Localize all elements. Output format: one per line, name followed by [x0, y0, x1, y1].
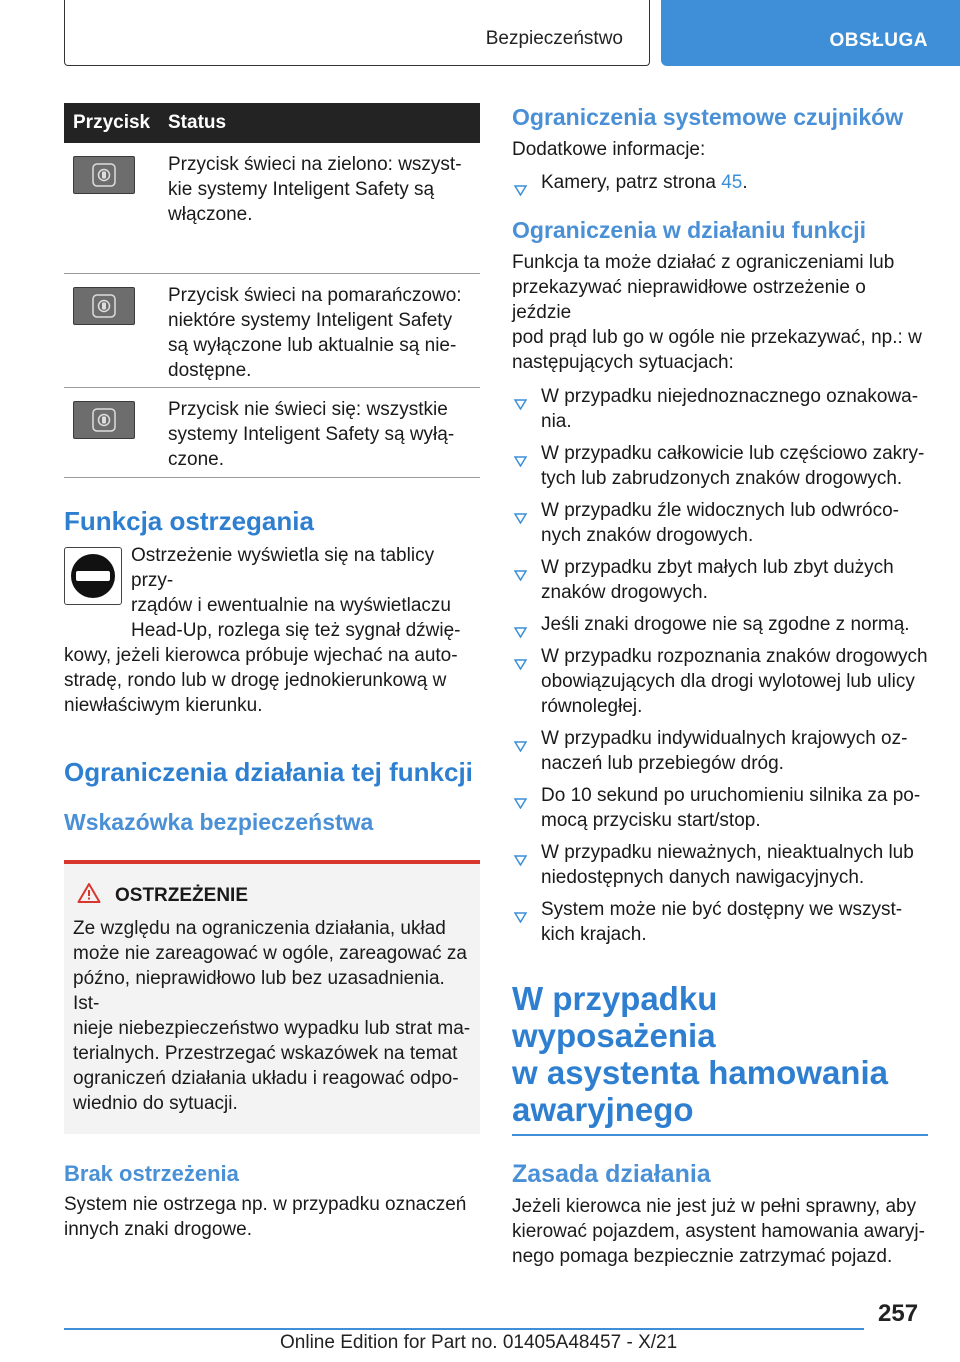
paragraph-line: kierować pojazdem, asystent hamowania awaryj-	[512, 1221, 925, 1242]
subsection-title-no-warning: Brak ostrzeżenia	[64, 1161, 239, 1186]
footer-edition: Online Edition for Part no. 01405A48457 - X/21	[280, 1332, 678, 1353]
subsection-title-safety: Wskazówka bezpieczeństwa	[64, 809, 374, 835]
bullet-triangle-icon	[514, 392, 527, 417]
list-item-line: Do 10 sekund po uruchomieniu silnika za po-	[541, 785, 921, 806]
bullet-triangle-icon	[514, 848, 527, 873]
table-row	[64, 388, 480, 478]
paragraph-line: przekazywać nieprawidłowe ostrzeżenie o jeździe	[512, 277, 866, 323]
status-line: czone.	[168, 449, 224, 470]
table-row	[64, 274, 480, 388]
bullet-triangle-icon	[514, 178, 527, 203]
warning-line: Ze względu na ograniczenia działania, układ	[73, 918, 446, 939]
warning-line: wiednio do sytuacji.	[73, 1093, 238, 1114]
paragraph-line: pod prąd lub go w ogóle nie przekazywać, np.: w	[512, 327, 922, 348]
header-section-title: Bezpieczeństwo	[485, 28, 623, 49]
table-header-button: Przycisk	[73, 112, 151, 133]
list-item-line: W przypadku rozpoznania znaków drogowych	[541, 646, 928, 667]
list-item	[512, 555, 928, 605]
no-entry-icon	[64, 547, 122, 605]
chapter-title-line: awaryjnego	[512, 1091, 694, 1128]
warning-line: nieje niebezpieczeństwo wypadku lub strat ma-	[73, 1018, 471, 1039]
section-title-warning-function: Funkcja ostrzegania	[64, 506, 314, 536]
left-column	[64, 103, 480, 1242]
list-item-line: obowiązujących dla drogi wylotowej lub ulicy	[541, 671, 915, 692]
status-line: dostępne.	[168, 360, 252, 381]
list-item-line: nych znaków drogowych.	[541, 525, 754, 546]
table-header	[64, 103, 480, 143]
warning-box	[64, 860, 480, 1134]
bullet-triangle-icon	[514, 791, 527, 816]
list-item-line: W przypadku źle widocznych lub odwróco-	[541, 500, 899, 521]
paragraph-line: Funkcja ta może działać z ograniczeniami lub	[512, 252, 895, 273]
list-item-line: tych lub zabrudzonych znaków drogowych.	[541, 468, 903, 489]
paragraph-line: kowy, jeżeli kierowca próbuje wjechać na auto-	[64, 645, 458, 666]
bullet-triangle-icon	[514, 652, 527, 677]
list-item-line: niedostępnych danych nawigacyjnych.	[541, 867, 865, 888]
paragraph-line: Jeżeli kierowca nie jest już w pełni sprawny, aby	[512, 1196, 917, 1217]
warning-triangle-icon	[77, 882, 101, 910]
right-column	[512, 103, 928, 1269]
status-line: są wyłączone lub aktualnie są nie-	[168, 335, 457, 356]
bullet-triangle-icon	[514, 734, 527, 759]
paragraph-line: niewłaściwym kierunku.	[64, 695, 263, 716]
list-item	[512, 612, 928, 637]
section-title-limits: Ograniczenia działania tej funkcji	[64, 757, 473, 787]
bullet-triangle-icon	[514, 449, 527, 474]
list-item-line: naczeń lub przebiegów dróg.	[541, 753, 784, 774]
list-item-suffix: .	[742, 172, 748, 193]
paragraph-line: Head-Up, rozlega się też sygnał dźwię-	[131, 620, 461, 641]
status-line: Przycisk nie świeci się: wszystkie	[168, 399, 448, 420]
safety-button-icon	[73, 156, 135, 194]
page-link[interactable]: 45	[721, 172, 743, 193]
list-item-line: mocą przycisku start/stop.	[541, 810, 761, 831]
list-item	[512, 897, 928, 947]
status-line: systemy Inteligent Safety są wyłą-	[168, 424, 455, 445]
header-section-box	[64, 0, 650, 66]
list-item-line: W przypadku całkowicie lub częściowo zakry-	[541, 443, 925, 464]
sensors-intro: Dodatkowe informacje:	[512, 139, 706, 160]
paragraph-line: innych znaki drogowe.	[64, 1219, 252, 1240]
warning-line: późno, nieprawidłowo lub bez uzasadnienia. Ist-	[73, 968, 445, 1014]
safety-button-icon	[73, 287, 135, 325]
paragraph-line: rządów i ewentualnie na wyświetlaczu	[131, 595, 451, 616]
list-item-text: Kamery, patrz strona	[541, 172, 722, 193]
list-item-line: W przypadku niejednoznacznego oznakowa-	[541, 386, 919, 407]
footer-divider	[64, 1328, 864, 1330]
list-item-line: W przypadku zbyt małych lub zbyt dużych	[541, 557, 894, 578]
status-table	[64, 103, 480, 478]
header-chapter-title: OBSŁUGA	[829, 30, 928, 51]
list-item	[512, 840, 928, 890]
section-title-sensors: Ograniczenia systemowe czujników	[512, 104, 904, 130]
status-line: włączone.	[168, 204, 253, 225]
bullet-triangle-icon	[514, 563, 527, 588]
warning-line: może nie zareagować w ogóle, zareagować za	[73, 943, 467, 964]
list-item-line: W przypadku indywidualnych krajowych oz-	[541, 728, 908, 749]
paragraph-line: Ostrzeżenie wyświetla się na tablicy przy-	[131, 545, 435, 591]
safety-button-icon	[73, 401, 135, 439]
list-item	[512, 170, 928, 195]
list-item-line: nia.	[541, 411, 572, 432]
warning-line: terialnych. Przestrzegać wskazówek na temat	[73, 1043, 458, 1064]
table-header-status: Status	[168, 112, 227, 133]
status-line: Przycisk świeci na pomarańczowo:	[168, 285, 462, 306]
warning-label: OSTRZEŻENIE	[115, 885, 249, 906]
list-item	[512, 384, 928, 434]
list-item	[512, 726, 928, 776]
section-title-function-limits: Ograniczenia w działaniu funkcji	[512, 217, 867, 243]
subsection-title-principle: Zasada działania	[512, 1160, 711, 1188]
chapter-title-emergency-brake	[512, 980, 928, 1128]
list-item-line: równoległej.	[541, 696, 643, 717]
status-line: niektóre systemy Inteligent Safety	[168, 310, 453, 331]
bullet-triangle-icon	[514, 506, 527, 531]
paragraph-line: System nie ostrzega np. w przypadku oznaczeń	[64, 1194, 467, 1215]
list-item-line: kich krajach.	[541, 924, 647, 945]
list-item	[512, 644, 928, 719]
list-item	[512, 441, 928, 491]
list-item-line: znaków drogowych.	[541, 582, 708, 603]
page-number: 257	[878, 1300, 919, 1327]
bullet-triangle-icon	[514, 620, 527, 645]
paragraph-line: stradę, rondo lub w drogę jednokierunkową w	[64, 670, 447, 691]
chapter-title-line: W przypadku wyposażenia	[512, 980, 718, 1054]
paragraph-line: nego pomaga bezpiecznie zatrzymać pojazd.	[512, 1246, 893, 1267]
list-item-line: Jeśli znaki drogowe nie są zgodne z normą.	[541, 614, 910, 635]
bullet-triangle-icon	[514, 905, 527, 930]
list-item-line: W przypadku nieważnych, nieaktualnych lub	[541, 842, 914, 863]
status-line: kie systemy Inteligent Safety są	[168, 179, 435, 200]
paragraph-line: następujących sytuacjach:	[512, 352, 734, 373]
warning-line: ograniczeń działania układu i reagować odpo-	[73, 1068, 459, 1089]
header-chapter-tab[interactable]	[661, 0, 960, 66]
chapter-title-line: w asystenta hamowania	[512, 1054, 888, 1091]
list-item	[512, 498, 928, 548]
status-line: Przycisk świeci na zielono: wszyst-	[168, 154, 462, 175]
list-item	[512, 783, 928, 833]
list-item-line: System może nie być dostępny we wszyst-	[541, 899, 903, 920]
table-row	[64, 143, 480, 274]
